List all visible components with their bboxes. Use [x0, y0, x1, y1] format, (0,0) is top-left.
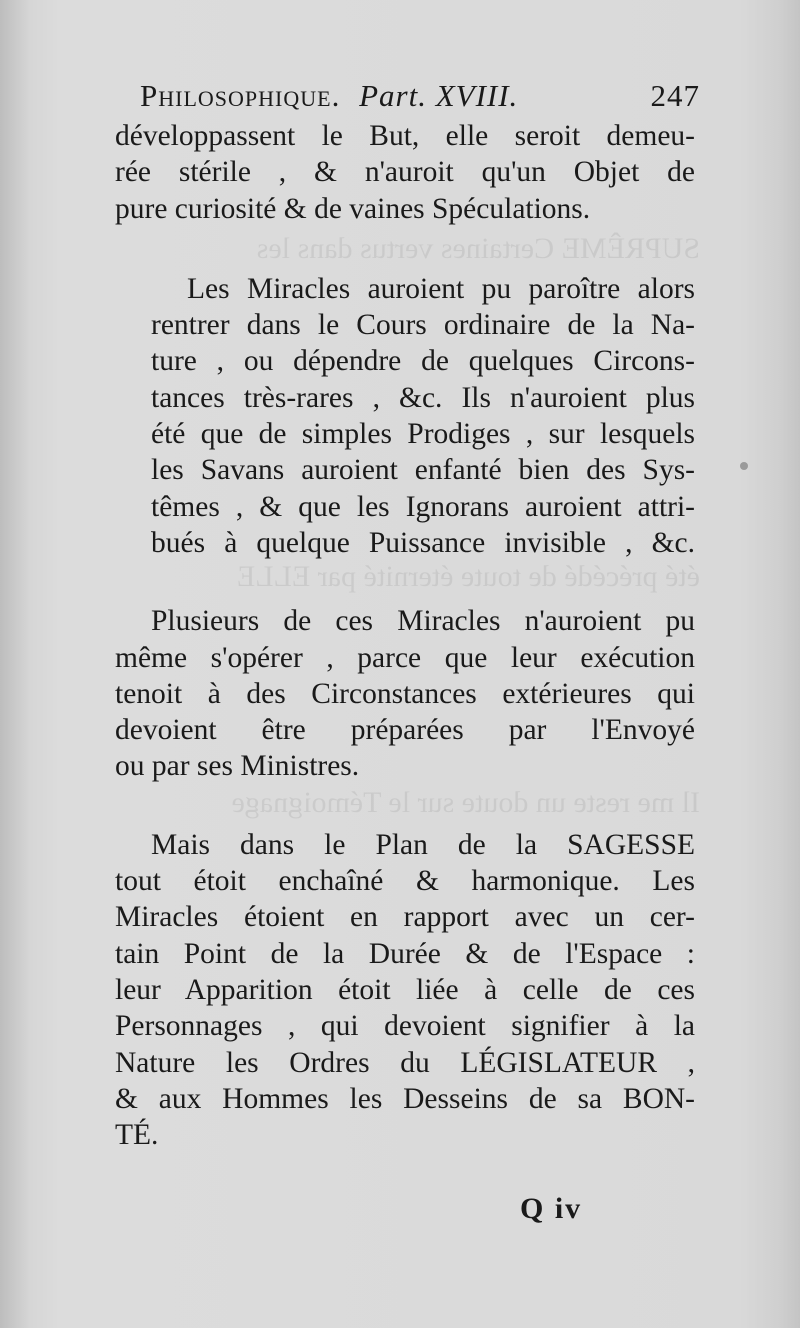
- paragraph-1: [115, 118, 695, 227]
- text-line: TÉ.: [115, 1119, 159, 1152]
- running-header: [140, 74, 700, 118]
- signature-mark: Q iv: [520, 1192, 583, 1225]
- text-line: ou par ses Ministres.: [115, 750, 360, 783]
- text-line: bués à quelque Puissance invisible , &c.: [151, 526, 695, 559]
- text-line: tain Point de la Durée & de l'Espace :: [115, 937, 695, 970]
- text-line: même s'opérer , parce que leur exécution: [115, 641, 695, 674]
- text-line: rentrer dans le Cours ordinaire de la Na-: [151, 309, 695, 342]
- text-line: Personnages , qui devoient signifier à la: [115, 1010, 695, 1043]
- text-line: leur Apparition étoit liée à celle de ces: [115, 973, 695, 1006]
- text-line: Mais dans le Plan de la SAGESSE: [151, 828, 695, 861]
- running-title: Philosophique.: [140, 78, 341, 113]
- text-line: rée stérile , & n'auroit qu'un Objet de: [115, 156, 695, 189]
- text-line: ture , ou dépendre de quelques Circons-: [151, 345, 695, 378]
- ink-spot: [740, 462, 748, 470]
- text-line: développassent le But, elle seroit demeu-: [115, 120, 695, 152]
- paragraph-2: [115, 271, 695, 561]
- text-line: Plusieurs de ces Miracles n'auroient pu: [151, 605, 695, 638]
- text-line: Les Miracles auroient pu paroître alors: [187, 272, 695, 305]
- paragraph-4: [115, 827, 695, 1154]
- text-line: les Savans auroient enfanté bien des Sys-: [151, 454, 695, 487]
- part-number: Part. XVIII.: [359, 78, 519, 113]
- text-line: devoient être préparées par l'Envoyé: [115, 714, 695, 747]
- text-line: Nature les Ordres du LÉGISLATEUR ,: [115, 1046, 695, 1079]
- text-line: pure curiosité & de vaines Spéculations.: [115, 192, 591, 225]
- page-number: 247: [650, 78, 700, 113]
- text-line: été que de simples Prodiges , sur lesquels: [151, 418, 695, 451]
- body-text: [115, 118, 695, 1153]
- paragraph-3: [115, 603, 695, 784]
- text-line: tout étoit enchaîné & harmonique. Les: [115, 865, 695, 898]
- text-line: tenoit à des Circonstances extérieures qui: [115, 677, 695, 710]
- show-through-text: été précédé de toute éternité par ELLE: [236, 560, 700, 593]
- text-line: Miracles étoient en rapport avec un cer-: [115, 901, 695, 934]
- show-through-text: Il me reste un doute sur le Témoignage: [231, 786, 700, 819]
- text-line: tances très-rares , &c. Ils n'auroient plus: [151, 381, 695, 414]
- text-line: & aux Hommes les Desseins de sa BON-: [115, 1082, 695, 1115]
- show-through-text: SUPRÊME Certaines vertus dans les: [256, 232, 700, 265]
- text-line: têmes , & que les Ignorans auroient attri-: [151, 490, 695, 523]
